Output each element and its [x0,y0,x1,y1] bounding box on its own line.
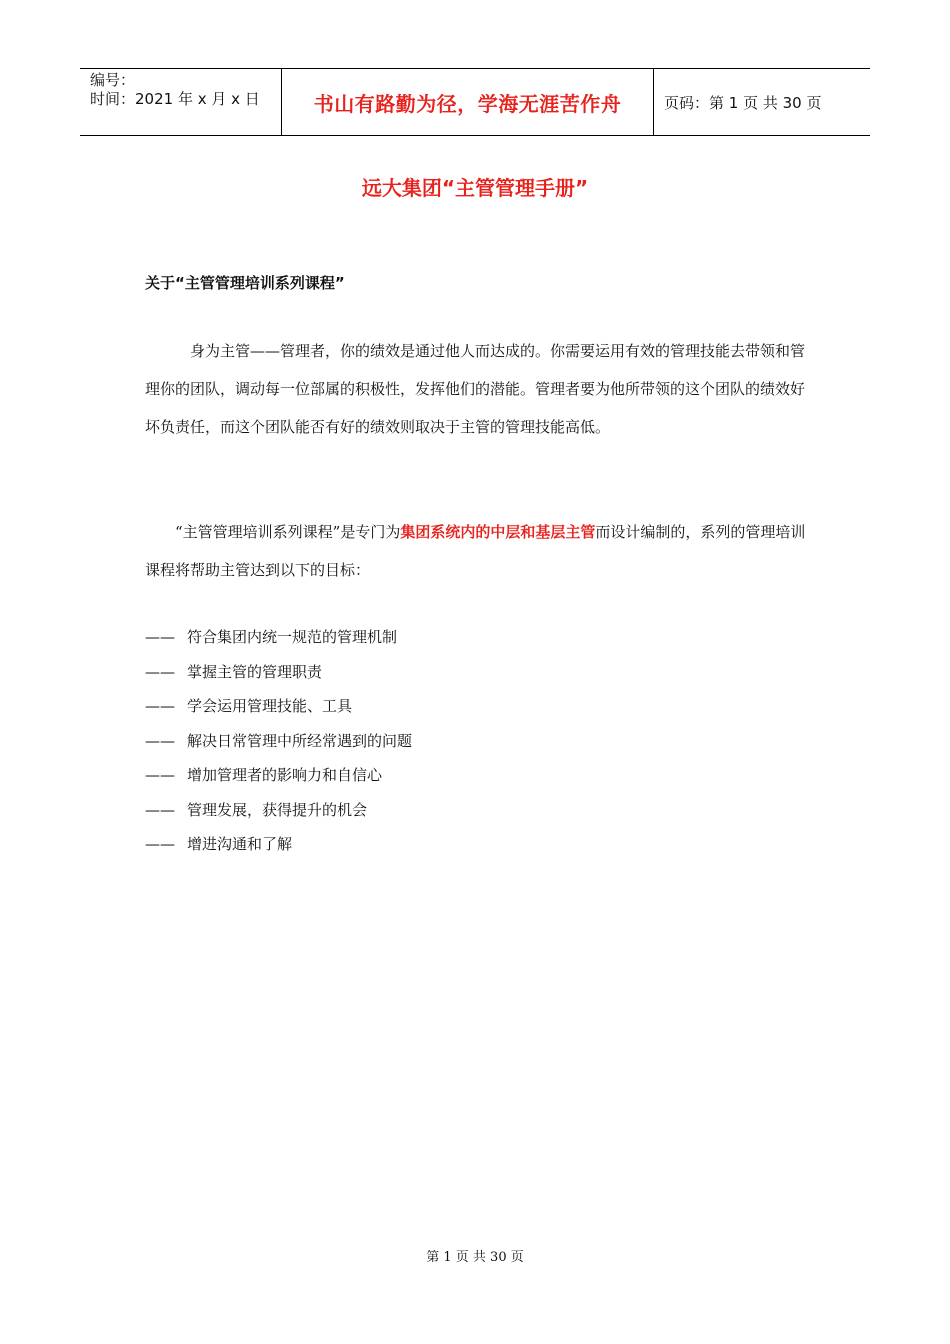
document-title: 远大集团“主管管理手册” [361,176,589,200]
list-dash: —— [145,835,175,853]
document-time-label: 时间：2021 年 x 月 x 日 [90,90,260,108]
list-item-text: 符合集团内统一规范的管理机制 [187,628,398,646]
header-motto-cell [282,69,654,135]
list-dash: —— [145,662,175,681]
header-page-cell [654,69,870,135]
header-meta-cell [80,69,282,135]
list-item-text: 解决日常管理中所经常遇到的问题 [187,731,413,750]
header-motto: 书山有路勤为径，学海无涯苦作舟 [313,91,622,116]
course-paragraph-start: “主管管理培训系列课程”是专门为 [175,523,401,541]
list-dash: —— [145,628,175,646]
course-paragraph-highlight: 集团系统内的中层和基层主管 [400,523,596,541]
list-dash: —— [145,697,175,715]
course-paragraph-end: 而设计编制的，系列的管理培训课程将帮助主管达到以下的目标： [145,523,806,579]
page-footer [0,1246,950,1265]
section-heading: 关于“主管管理培训系列课程” [145,274,345,292]
list-item-text: 增进沟通和了解 [187,835,293,853]
header-page-info: 页码：第 1 页 共 30 页 [664,93,822,112]
list-item [145,827,412,862]
list-dash: —— [145,731,175,750]
list-item-text: 管理发展，获得提升的机会 [187,800,368,819]
list-item [145,655,412,690]
intro-paragraph: 身为主管——管理者，你的绩效是通过他人而达成的。你需要运用有效的管理技能去带领和管理你的团队，调动每一位部属的积极性，发挥他们的潜能。管理者要为他所带领的这个团队的绩效好坏负责任，而这个团队能否有好的绩效则取决于主管的管理技能高低。 [145,342,806,436]
list-item-text: 增加管理者的影响力和自信心 [187,766,383,784]
goals-list [145,620,412,862]
list-dash: —— [145,766,175,784]
list-dash: —— [145,800,175,819]
list-item-text: 掌握主管的管理职责 [187,662,323,681]
list-item-text: 学会运用管理技能、工具 [187,697,353,715]
document-number-label: 编号： [90,71,136,89]
list-item [145,689,412,724]
list-item [145,758,412,793]
list-item [145,793,412,828]
course-paragraph [145,513,807,589]
page-header [80,68,870,136]
list-item [145,724,412,759]
footer-page-number: 第 1 页 共 30 页 [426,1250,524,1265]
list-item [145,620,412,655]
